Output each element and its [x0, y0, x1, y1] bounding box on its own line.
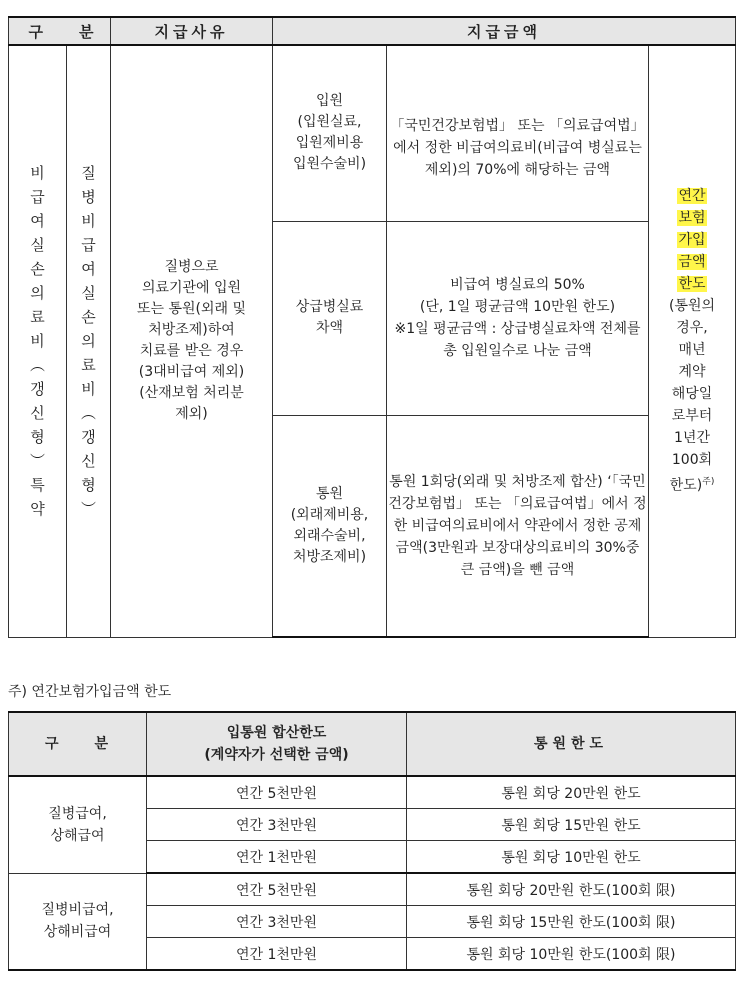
type-inpatient	[273, 45, 387, 221]
text-line: 차액	[315, 320, 344, 336]
limit-note-line: 100회	[671, 452, 713, 469]
text-line: 상해급여	[50, 827, 105, 844]
footnote-marker: 주)	[702, 477, 715, 488]
table-row	[9, 776, 736, 809]
combined-limit: 연간 5천만원	[147, 776, 407, 809]
text-line: 외래수술비,	[293, 527, 366, 544]
payment-reason-text	[111, 257, 272, 425]
reason-line: 질병으로	[164, 259, 219, 276]
type-outpatient	[273, 415, 387, 637]
type-inpatient-text	[273, 91, 386, 175]
outpatient-limit: 통원 회당 10만원 한도	[407, 841, 736, 874]
vertical-char: ︵	[80, 404, 96, 423]
annual-limit-note	[649, 295, 735, 471]
header-category-b: 분	[67, 17, 111, 45]
limit-header-combined	[147, 712, 407, 776]
vertical-char: 비	[30, 164, 45, 183]
outpatient-limit: 통원 회당 15만원 한도(100회 限)	[407, 906, 736, 938]
limit-note-line: 경우,	[676, 320, 708, 337]
text-line: 질병비급여,	[41, 902, 114, 919]
limit-note-line: (통원의	[668, 298, 716, 315]
limit-table-header	[9, 712, 736, 776]
rider-name-vertical	[9, 161, 66, 521]
text-line: (입원실료,	[297, 114, 362, 131]
highlight-line: 한도	[678, 276, 706, 293]
highlight-line: 보험	[678, 210, 706, 227]
note-title: 주) 연간보험가입금액 한도	[8, 684, 172, 700]
limit-note-line: 해당일	[671, 386, 713, 403]
table-row	[9, 873, 736, 906]
text-line: 「국민건강보험법」 또는 「의료급여법」에서 정한 비급여의료비(비급여 병실료는 제외)의 70%에 해당하는 금액	[390, 118, 645, 179]
outpatient-limit: 통원 회당 20만원 한도(100회 限)	[407, 873, 736, 906]
limit-note-line: 1년간	[674, 430, 710, 447]
vertical-char: 비	[30, 332, 45, 351]
limit-header-outpatient: 통원한도	[407, 712, 736, 776]
reason-line: 제외)	[175, 406, 208, 423]
limit-header-combined-line1: 입통원 합산한도	[226, 725, 327, 741]
vertical-char: 손	[81, 308, 96, 327]
reason-line: 처방조제)하여	[148, 322, 235, 339]
reason-line: 의료기관에 입원	[141, 280, 242, 297]
text-line: 상해비급여	[43, 924, 112, 941]
vertical-char: 급	[30, 188, 45, 207]
vertical-char: 형	[81, 476, 96, 495]
outpatient-limit: 통원 회당 10만원 한도(100회 限)	[407, 938, 736, 971]
reason-line: (산재보험 처리분	[139, 385, 244, 402]
vertical-char: 질	[81, 164, 96, 183]
combined-limit: 연간 1천만원	[147, 938, 407, 971]
text-line: (외래제비용,	[290, 506, 369, 523]
benefit-table	[8, 16, 736, 638]
row-inpatient	[9, 45, 736, 221]
vertical-char: 비	[81, 380, 96, 399]
vertical-char: 의	[81, 332, 96, 351]
limit-header-category-b: 분	[77, 712, 147, 776]
benefit-table-header	[9, 17, 736, 45]
group-name-benefit	[9, 776, 147, 873]
combined-limit: 연간 1천만원	[147, 841, 407, 874]
header-amount: 지급금액	[273, 17, 736, 45]
type-outpatient-text	[273, 484, 386, 568]
limit-header-category-a: 구	[9, 712, 77, 776]
vertical-char: 실	[81, 284, 96, 303]
reason-line: 또는 통원(외래 및	[136, 301, 247, 318]
text-line: 입원수술비)	[292, 156, 367, 173]
text-line: ※1일 평균금액 : 상급병실료차액 전체를 총 입원일수로 나눈 금액	[394, 321, 641, 359]
vertical-char: 비	[81, 212, 96, 231]
text-line: 통원 1회당(외래 및 처방조제 합산) ‘「국민건강보험법」 또는 「의료급여법」에서 정한 비급여의료비에서 약관에서 정한 공제금액(3만원과 보장대상의료비의 30%중 큰 금액)을 뺀 금액	[388, 473, 647, 578]
vertical-char: 여	[81, 260, 96, 279]
text-line: (단, 1일 평균금액 10만원 한도)	[419, 299, 616, 315]
header-reason: 지급사유	[111, 17, 273, 45]
vertical-char: 손	[30, 260, 45, 279]
vertical-char: 갱	[81, 428, 96, 447]
vertical-char: 실	[30, 236, 45, 255]
vertical-char: 신	[30, 404, 45, 423]
vertical-char: ︶	[80, 500, 96, 519]
text-line: 입원	[315, 93, 344, 110]
limit-note-line: 매년	[678, 342, 706, 359]
combined-limit: 연간 3천만원	[147, 906, 407, 938]
rider-name-cell	[9, 45, 67, 637]
amount-outpatient-text	[387, 471, 648, 581]
header-category-a: 구	[9, 17, 67, 45]
amount-inpatient-text	[387, 115, 648, 181]
limit-note-line: 로부터	[671, 408, 713, 425]
vertical-char: 특	[30, 476, 45, 495]
text-line: 상급병실료	[295, 299, 364, 315]
coverage-name-cell	[67, 45, 111, 637]
amount-outpatient	[387, 415, 649, 637]
vertical-char: 갱	[30, 380, 45, 399]
highlight-line: 금액	[678, 254, 706, 271]
vertical-char: 형	[30, 428, 45, 447]
coverage-name-vertical	[67, 161, 110, 521]
vertical-char: ︵	[29, 356, 45, 375]
outpatient-limit: 통원 회당 20만원 한도	[407, 776, 736, 809]
reason-line: 치료를 받은 경우	[139, 343, 244, 360]
annual-limit-cell	[649, 45, 736, 637]
amount-room-difference	[387, 221, 649, 415]
type-room-difference-text	[273, 297, 386, 339]
limit-note-line: 계약	[678, 364, 706, 381]
payment-reason-cell	[111, 45, 273, 637]
vertical-char: 여	[30, 212, 45, 231]
group-name-non-benefit	[9, 873, 147, 970]
annual-limit-note-last: 한도)$^{주)}$	[669, 477, 715, 495]
vertical-char: ︶	[29, 452, 45, 471]
amount-inpatient	[387, 45, 649, 221]
highlight-line: 연간	[678, 188, 706, 205]
limit-header-combined-line2: (계약자가 선택한 금액)	[204, 747, 349, 763]
text-line: 처방조제비)	[292, 548, 367, 565]
vertical-char: 약	[30, 500, 45, 519]
amount-room-difference-text	[387, 274, 648, 362]
reason-line: (3대비급여 제외)	[138, 364, 245, 381]
annual-limit-highlight	[649, 185, 735, 295]
type-room-difference	[273, 221, 387, 415]
vertical-char: 신	[81, 452, 96, 471]
outpatient-limit: 통원 회당 15만원 한도	[407, 809, 736, 841]
vertical-char: 의	[30, 284, 45, 303]
vertical-char: 병	[81, 188, 96, 207]
combined-limit: 연간 3천만원	[147, 809, 407, 841]
text-line: 비급여 병실료의 50%	[450, 277, 585, 293]
vertical-char: 료	[81, 356, 96, 375]
vertical-char: 료	[30, 308, 45, 327]
vertical-char: 급	[81, 236, 96, 255]
text-line: 입원제비용	[295, 135, 364, 152]
limit-table	[8, 711, 736, 971]
text-line: 질병급여,	[48, 805, 107, 822]
combined-limit: 연간 5천만원	[147, 873, 407, 906]
highlight-line: 가입	[678, 232, 706, 249]
text-line: 통원	[315, 485, 344, 502]
